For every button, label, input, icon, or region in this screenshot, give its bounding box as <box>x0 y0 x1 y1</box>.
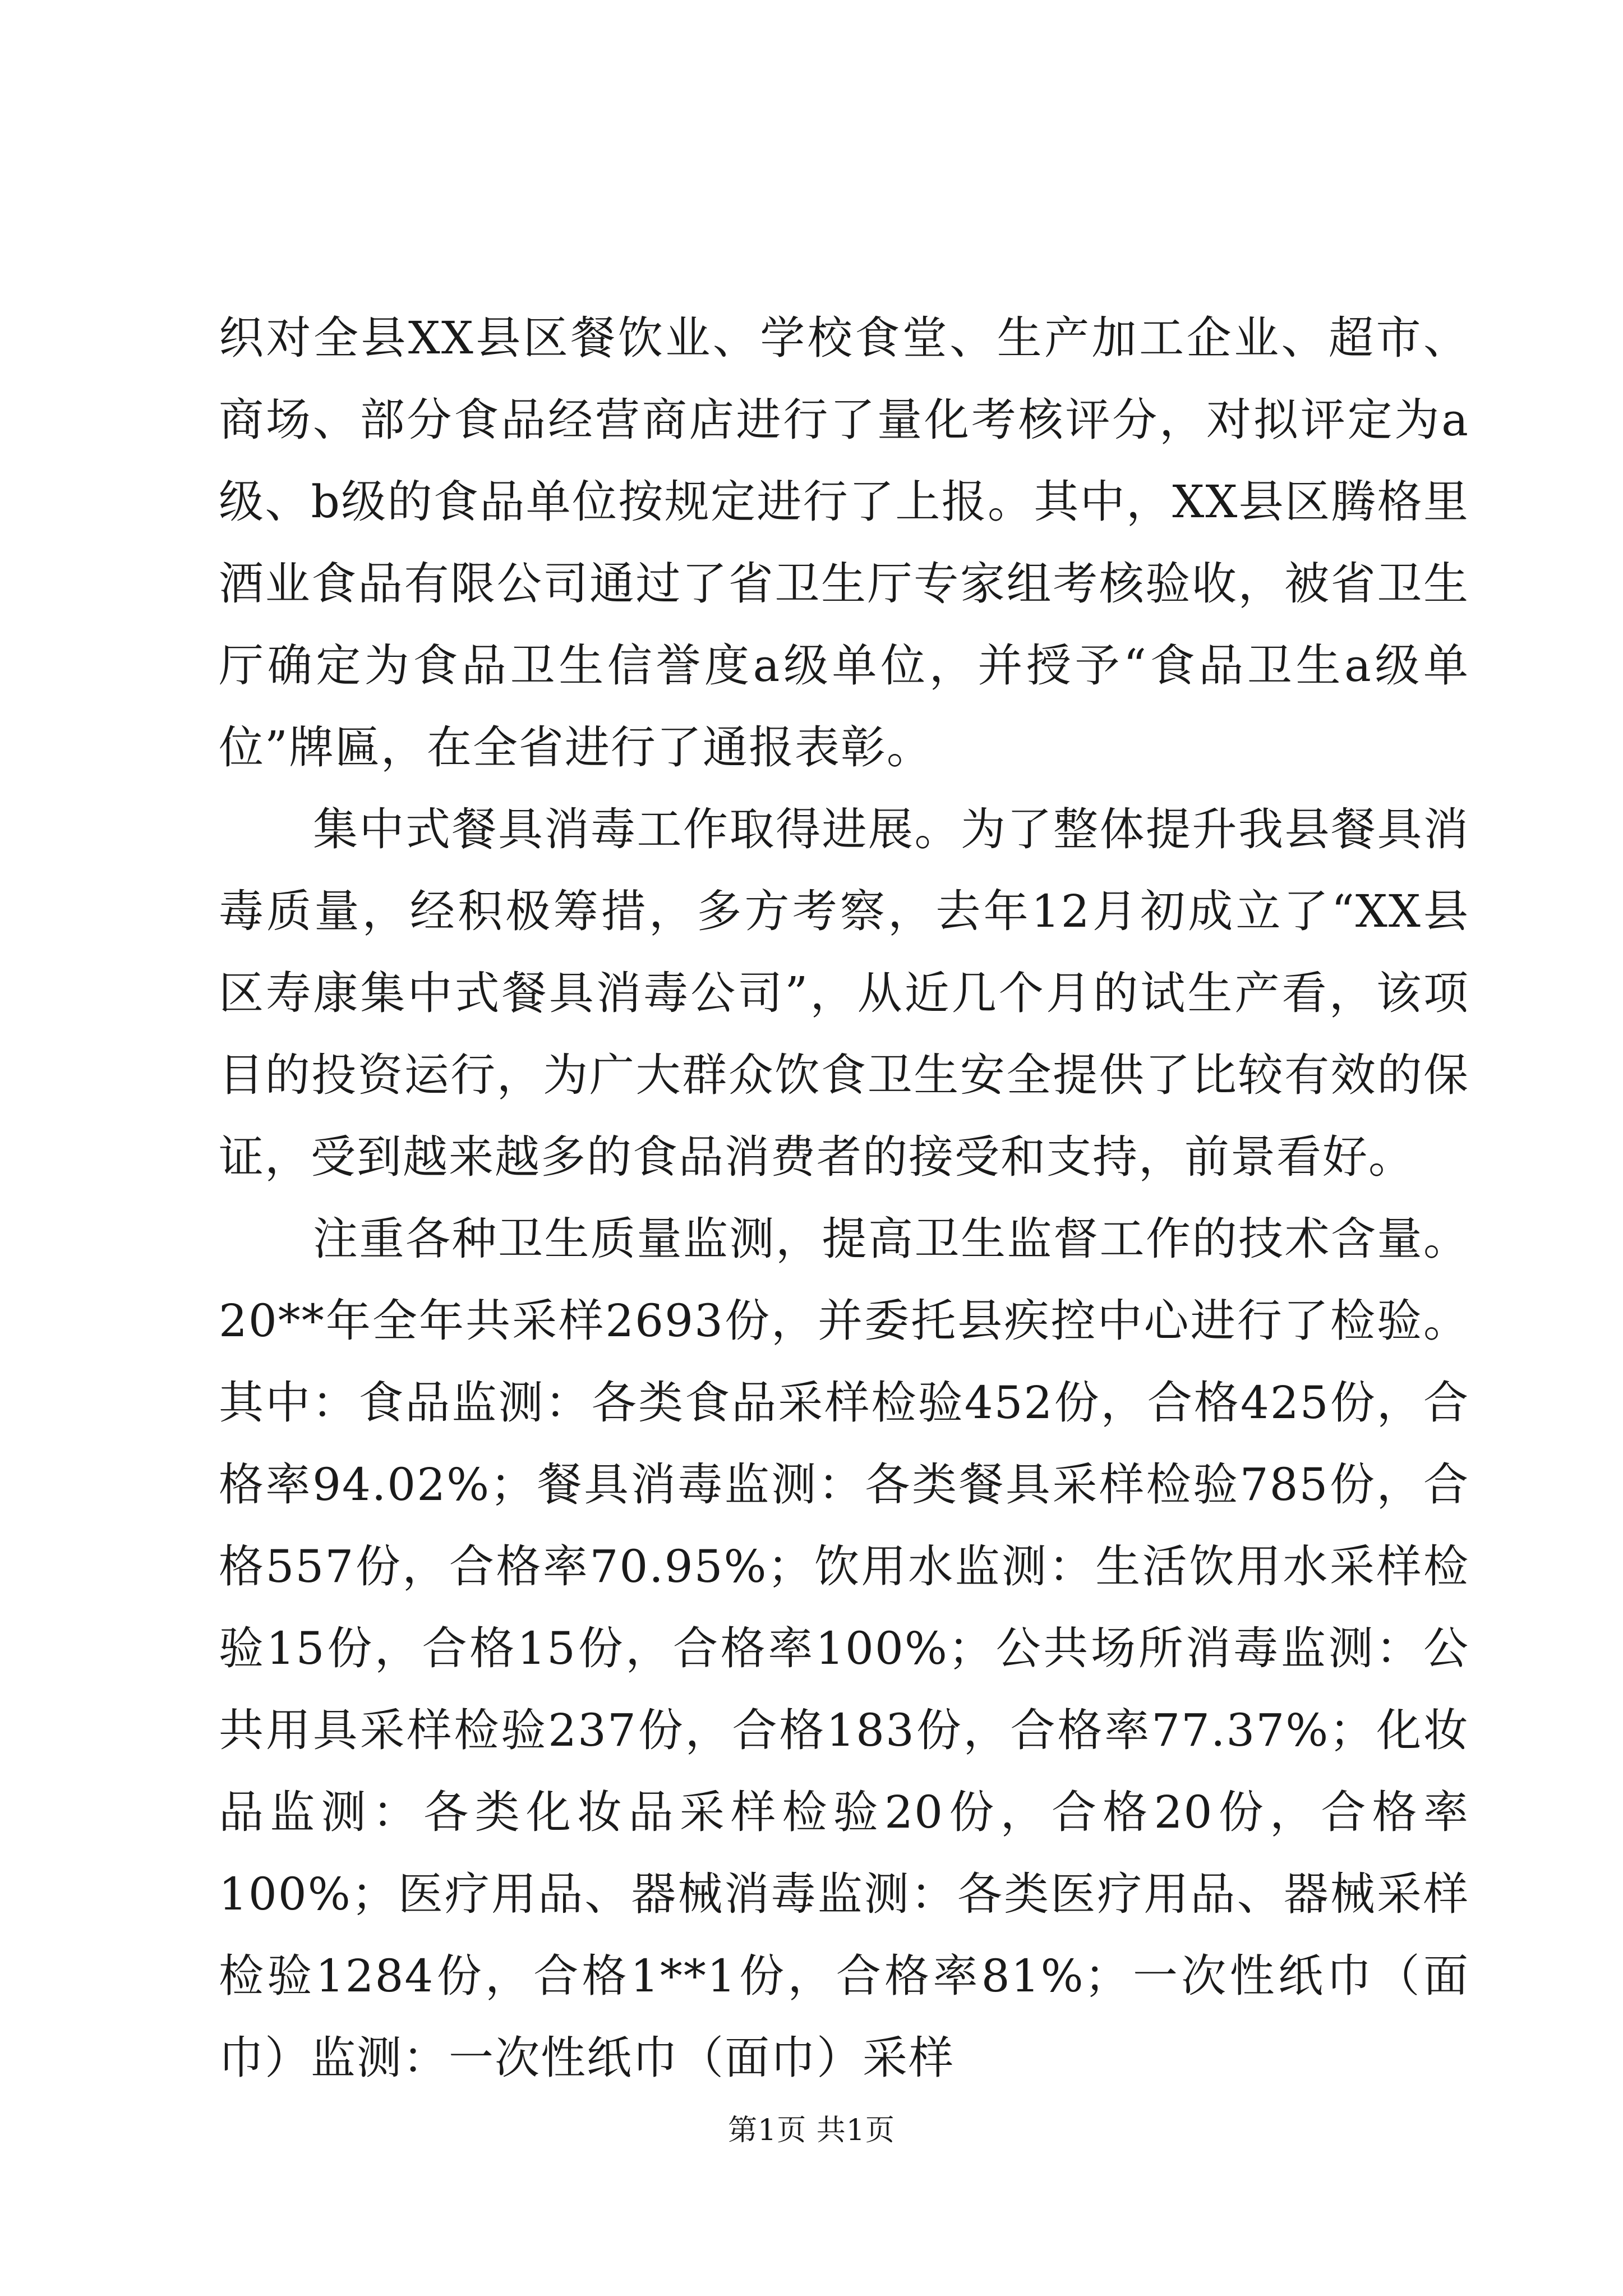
paragraph-tableware-disinfection: 集中式餐具消毒工作取得进展。为了整体提升我县餐具消毒质量，经积极筹措，多方考察，去年12月初成立了“XX县区寿康集中式餐具消毒公司”，从近几个月的试生产看，该项目的投资运行，为广大群众饮食卫生安全提供了比较有效的保证，受到越来越多的食品消费者的接受和支持，前景看好。 <box>219 803 1469 1183</box>
document-body <box>219 297 1469 2099</box>
page-footer: 第1页 共1页 <box>728 2114 895 2147</box>
paragraph-quality-monitoring: 注重各种卫生质量监测，提高卫生监督工作的技术含量。20**年全年共采样2693份，并委托县疾控中心进行了检验。其中：食品监测：各类食品采样检验452份，合格425份，合格率94.02%；餐具消毒监测：各类餐具采样检验785份，合格557份，合格率70.95%；饮用水监测：生活饮用水采样检验15份，合格15份，合格率100%；公共场所消毒监测：公共用具采样检验237份，合格183份，合格率77.37%；化妆品监测：各类化妆品采样检验20份，合格20份，合格率100%；医疗用品、器械消毒监测：各类医疗用品、器械采样检验1284份，合格1**1份，合格率81%；一次性纸巾（面巾）监测：一次性纸巾（面巾）采样 <box>219 1213 1469 2084</box>
paragraph-food-rating: 织对全县XX县区餐饮业、学校食堂、生产加工企业、超市、商场、部分食品经营商店进行了量化考核评分，对拟评定为a级、b级的食品单位按规定进行了上报。其中，XX县区腾格里酒业食品有限公司通过了省卫生厅专家组考核验收，被省卫生厅确定为食品卫生信誉度a级单位，并授予“食品卫生a级单位”牌匾，在全省进行了通报表彰。 <box>219 312 1469 774</box>
